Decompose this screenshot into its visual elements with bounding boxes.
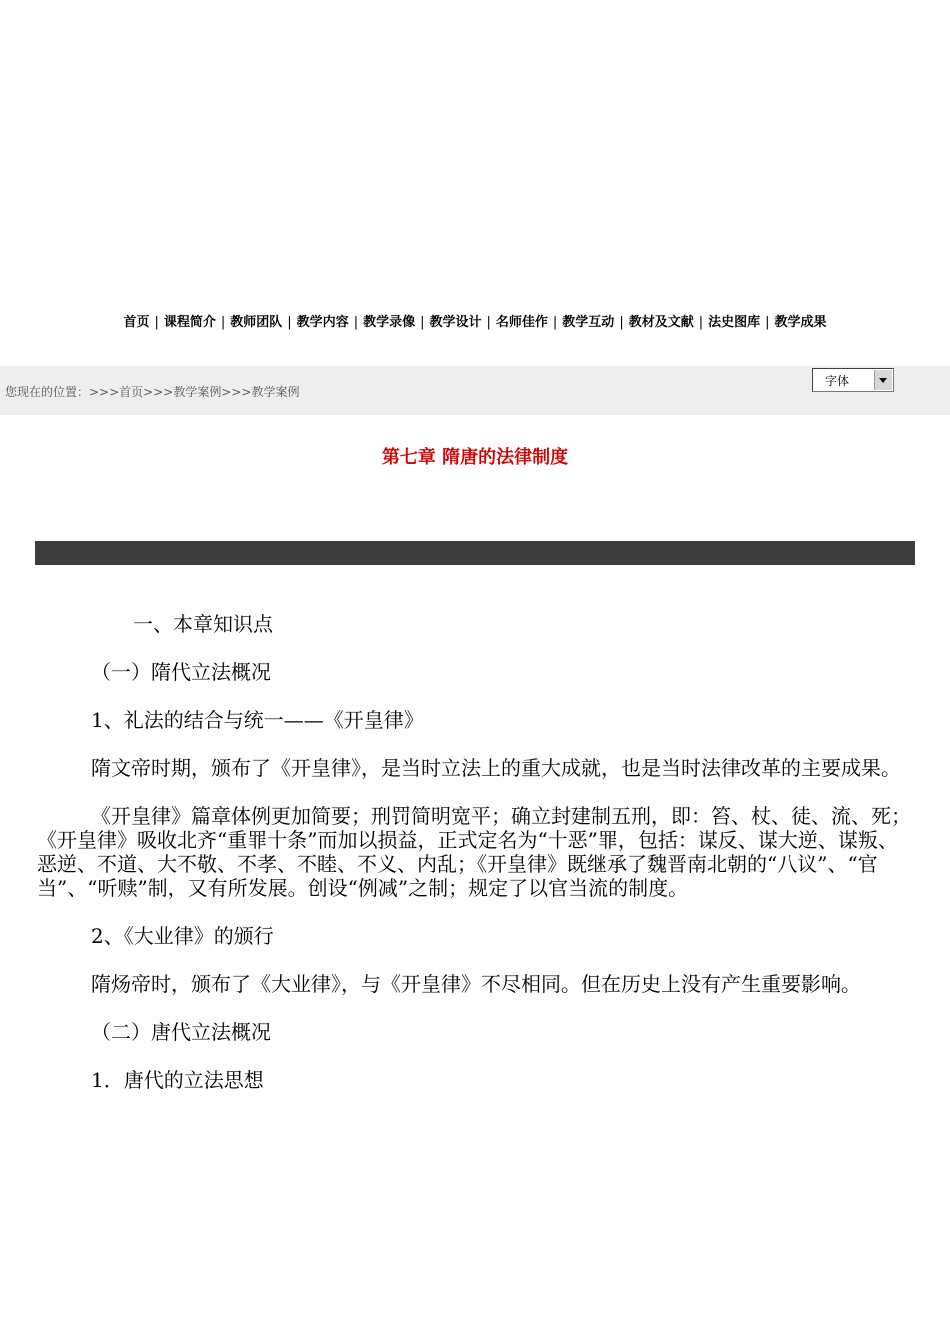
nav-achievements[interactable]: 教学成果 bbox=[774, 315, 827, 330]
font-select[interactable] bbox=[812, 368, 894, 392]
nav-separator: | bbox=[154, 315, 159, 330]
divider-bar bbox=[35, 541, 915, 565]
subsection-heading: （一）隋代立法概况 bbox=[91, 660, 271, 684]
nav-separator: | bbox=[287, 315, 292, 330]
paragraph: 隋炀帝时，颁布了《大业律》，与《开皇律》不尽相同。但在历史上没有产生重要影响。 bbox=[91, 972, 861, 996]
nav-separator: | bbox=[420, 315, 425, 330]
font-select-value: 字体 bbox=[825, 374, 850, 388]
subsection-heading: 2、《大业律》的颁行 bbox=[91, 924, 274, 948]
subsection-heading: （二）唐代立法概况 bbox=[91, 1020, 271, 1044]
paragraph: 隋文帝时期，颁布了《开皇律》，是当时立法上的重大成就，也是当时法律改革的主要成果。 bbox=[91, 756, 901, 780]
nav-teacher-team[interactable]: 教师团队 bbox=[230, 315, 283, 330]
subsection-heading: 1、礼法的结合与统一——《开皇律》 bbox=[91, 708, 424, 732]
nav-teaching-design[interactable]: 教学设计 bbox=[429, 315, 482, 330]
nav-teaching-content[interactable]: 教学内容 bbox=[296, 315, 349, 330]
nav-materials[interactable]: 教材及文献 bbox=[628, 315, 694, 330]
nav-masterworks[interactable]: 名师佳作 bbox=[495, 315, 548, 330]
chevron-down-icon[interactable] bbox=[874, 370, 892, 390]
nav-interaction[interactable]: 教学互动 bbox=[562, 315, 615, 330]
subsection-heading: 1．唐代的立法思想 bbox=[91, 1068, 264, 1092]
section-heading: 一、本章知识点 bbox=[133, 612, 273, 636]
nav-separator: | bbox=[698, 315, 704, 330]
nav-separator: | bbox=[220, 315, 226, 330]
nav-separator: | bbox=[353, 315, 359, 330]
page-title: 第七章 隋唐的法律制度 bbox=[381, 447, 569, 468]
location-bar bbox=[0, 366, 950, 415]
nav-legal-history-gallery[interactable]: 法史图库 bbox=[708, 315, 761, 330]
nav-home[interactable]: 首页 bbox=[123, 315, 150, 330]
nav-separator: | bbox=[619, 315, 624, 330]
nav-separator: | bbox=[552, 315, 558, 330]
main-nav bbox=[0, 311, 950, 330]
paragraph: 《开皇律》篇章体例更加简要；刑罚简明宽平；确立封建制五刑，即：笞、杖、徒、流、死；《开皇律》吸收北齐“重罪十条”而加以损益，正式定名为“十恶”罪，包括：谋反、谋大逆、谋叛、恶逆、不道、大不敬、不孝、不睦、不义、内乱；《开皇律》既继承了魏晋南北朝的“八议”、“官当”、“听赎”制，又有所发展。创设“例减”之制；规定了以官当流的制度。 bbox=[37, 804, 911, 900]
article-body bbox=[37, 612, 913, 1092]
nav-teaching-video[interactable]: 教学录像 bbox=[363, 315, 416, 330]
nav-separator: | bbox=[486, 315, 491, 330]
nav-course-intro[interactable]: 课程简介 bbox=[163, 315, 216, 330]
breadcrumb: 您现在的位置：>>>首页>>>教学案例>>>教学案例 bbox=[5, 385, 300, 399]
nav-separator: | bbox=[765, 315, 770, 330]
